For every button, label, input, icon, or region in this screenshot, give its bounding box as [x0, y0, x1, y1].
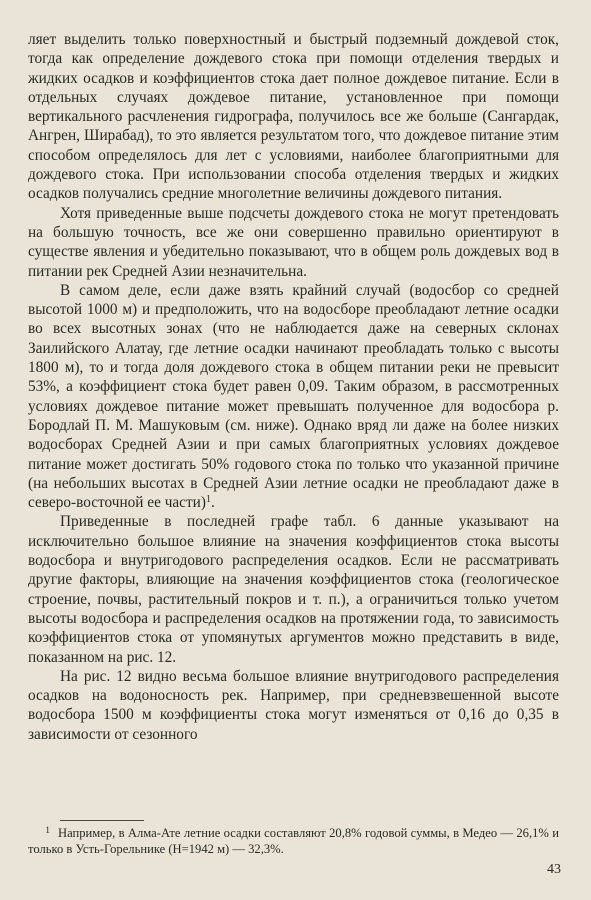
footnote-reference: 1: [205, 494, 211, 506]
paragraph-1: [28, 30, 559, 204]
footnote-text: Например, в Алма-Ате летние осадки составляют 20,8% годовой суммы, в Медео — 26,1% и только в Усть-Горельнике (H=1942 м) — 32,3%.: [28, 826, 559, 856]
paragraph-4-text: Приведенные в последней графе табл. 6 данные указывают на исключительно большое влияние на значения коэффициентов стока высоты водосбора и внутригодового распределения осадков. Если не рассматривать другие факторы, влияющие на значения коэффициентов стока (геологическое строение, почвы, растительный покров и т. п.), а ограничиться только учетом высоты водосбора и распределения осадков на протяжении года, то зависимость коэффициентов стока от упомянутых аргументов можно представить в виде, показанном на рис. 12.: [28, 513, 559, 666]
footnote-divider: [60, 820, 144, 821]
paragraph-4: [28, 512, 559, 666]
paragraph-3-tail: .: [210, 494, 215, 512]
paragraph-1-text: ляет выделить только поверхностный и быстрый подземный дождевой сток, тогда как определение дождевого стока при помощи отделения твердых и жидких осадков и коэффициентов стока дает полное дождевое питание. Если в отдельных случаях дождевое питание, установленное при помощи вертикального расчленения гидрографа, получилось все же больше (Сангардак, Ангрен, Ширабад), то это является результатом того, что дождевое питание этим способом определялось для лет с условиями, наиболее благоприятными для дождевого стока. При использовании способа отделения твердых и жидких осадков получались средние многолетние величины дождевого питания.: [28, 31, 559, 203]
footnote: 1 Например, в Алма-Ате летние осадки составляют 20,8% годовой суммы, в Медео — 26,1% и только в Усть-Горельнике (H=1942 м) — 32,3%.: [28, 826, 559, 856]
paragraph-5: [28, 667, 559, 744]
paragraph-3: [28, 281, 559, 513]
paragraph-2: [28, 204, 559, 281]
paragraph-2-text: Хотя приведенные выше подсчеты дождевого стока не могут претендовать на большую точность, все же они совершенно правильно ориентируют в существе явления и убедительно показывают, что в общем роль дождевых вод в питании рек Средней Азии незначительна.: [28, 204, 559, 280]
paragraph-5-text: На рис. 12 видно весьма большое влияние внутригодового распределения осадков на водоносность рек. Например, при средневзвешенной высоте водосбора 1500 м коэффициенты стока могут изменяться от 0,16 до 0,35 в зависимости от сезонного: [28, 667, 559, 743]
body-text: [28, 30, 559, 744]
paragraph-3-text: В самом деле, если даже взять крайний случай (водосбор со средней высотой 1000 м) и предположить, что на водосборе преобладают летние осадки во всех высотных зонах (что не наблюдается даже на северных склонах Заилийского Алатау, где летние осадки начинают преобладать только с высоты 1800 м), то и тогда доля дождевого стока в общем питании реки не превысит 53%, а коэффициент стока будет равен 0,09. Таким образом, в рассмотренных условиях дождевое питание может превышать полученное для водосбора р. Бородлай П. М. Машуковым (см. ниже). Однако вряд ли даже на более низких водосборах Средней Азии и при самых благоприятных условиях дождевое питание может достигать 50% годового стока по только что указанной причине (на небольших высотах в Средней Азии летние осадки не преобладают даже в северо-восточной ее части): [28, 281, 559, 512]
page-number: 43: [547, 862, 561, 877]
